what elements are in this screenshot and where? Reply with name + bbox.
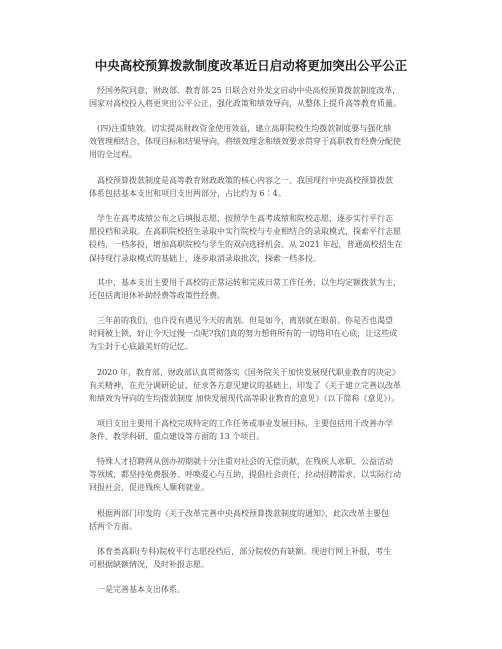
paragraph-line: 投档，一档多投，增加高职院校与学生的双向选择机会。从 2021 年起，普通高校招生在 (89, 240, 403, 250)
paragraph-line: 愿投档和录取。在高职院校招生录取中实行院校与专业相结合的录取模式，探索平行志愿 (89, 227, 401, 237)
paragraph-line: 一是完善基本支出体系。 (89, 585, 185, 594)
paragraph-11 (89, 545, 443, 571)
paragraph-line: 体系包括基本支出和项目支出两部分，占比约为 6∶4。 (89, 189, 286, 199)
paragraph-line: 经国务院同意，财政部、教育部 25 日联合对外发文启动中央高校预算拨款制度改革， (89, 86, 401, 95)
paragraph-line: 特殊人才招聘网从创办初期就十分注重对社会的无偿贡献，在残疾人求职、公益活动 (89, 457, 393, 466)
paragraph-line: 其中，基本支出主要用于高校的正常运转和完成日常工作任务，以生均定额拨款为主， (89, 278, 401, 287)
paragraph-4 (89, 212, 443, 265)
paragraph-3 (89, 174, 443, 200)
paragraph-line: 根据两部门印发的《关于改革完善中央高校预算拨款制度的通知》，此次改革主要包 (89, 509, 389, 518)
paragraph-line: 效管理相结合，体现目标和结果导向，将绩效理念和绩效要求贯穿于高职教育经费分配使 (89, 137, 401, 147)
paragraph-line: 时间被上锁，好让今天过慢一点呢?我们真的努力想将所有的一切络印在心底，让这些成 (89, 329, 398, 339)
paragraph-1 (89, 84, 443, 110)
paragraph-line: 体育类高职(专科)院校平行志愿投档后，部分院校仍有缺额。现进行网上补报，考生 (89, 547, 392, 556)
paragraph-line: 等领域，都坚持免费服务。呼唤爱心与互助，提倡社会责任，拉动招聘需求，以实际行动 (89, 470, 401, 480)
paragraph-line: 高校预算拨款制度是高等教育财政政策的核心内容之一。我国现行中央高校预算拨款 (89, 176, 393, 185)
paragraph-line: 2020 年，教育部、财政部认真贯彻落实《国务院关于加快发展现代职业教育的决定》 (89, 368, 400, 377)
paragraph-5 (89, 276, 443, 302)
paragraph-line: 有关精神，在充分调研论证、征求各方意见建议的基础上，印发了《关于建立完善以改革 (89, 381, 401, 391)
document-title: 中央高校预算拨款制度改革近日启动将更加突出公平公正 (94, 58, 408, 73)
paragraph-line: 还包括离退休补助经费等政策性经费。 (89, 291, 225, 301)
paragraph-2 (89, 122, 443, 162)
paragraph-9 (89, 455, 443, 495)
paragraph-10 (89, 507, 443, 533)
paragraph-line: 保持现行录取模式的基础上，逐步取消录取批次，探索一档多投。 (89, 253, 321, 263)
paragraph-line: 回报社会，促进残疾人顺利就业。 (89, 483, 209, 493)
paragraph-12 (89, 583, 443, 596)
paragraph-line: 可根据缺额情况，及时补报志愿。 (89, 560, 209, 570)
paragraph-line: 国家对高校投入将更突出公平公正，强化政策和绩效导向，从整体上提升高等教育质量。 (89, 99, 401, 109)
paragraph-7 (89, 366, 443, 406)
paragraph-line: 括两个方面。 (89, 522, 137, 532)
paragraph-line: (四)注重绩效。切实提高财政资金使用效益，建立高职院校生均拨款制度要与强化绩 (89, 124, 392, 133)
paragraph-line: 为尘封于心底最美好的记忆。 (89, 342, 193, 352)
paragraph-8 (89, 417, 443, 443)
paragraph-line: 三年前的我们，也许没有遇见今天的离别。但是如今，离别就在眼前。你是否也渴望 (89, 316, 393, 325)
paragraph-line: 项目支出主要用于高校完成特定的工作任务或事业发展目标，主要包括用于改善办学 (89, 419, 393, 428)
paragraph-line: 用的全过程。 (89, 150, 137, 160)
paragraph-line: 和绩效为导向的生均拨款制度 加快发展现代高等职业教育的意见》（以下简称《意见》）。 (89, 394, 400, 404)
paragraph-6 (89, 314, 443, 354)
paragraph-line: 学生在高考成绩公布之后填报志愿，按照学生高考成绩和院校志愿，逐步实行平行志 (89, 214, 393, 223)
paragraph-line: 条件、教学科研、重点建设等方面的 13 个项目。 (89, 432, 265, 442)
